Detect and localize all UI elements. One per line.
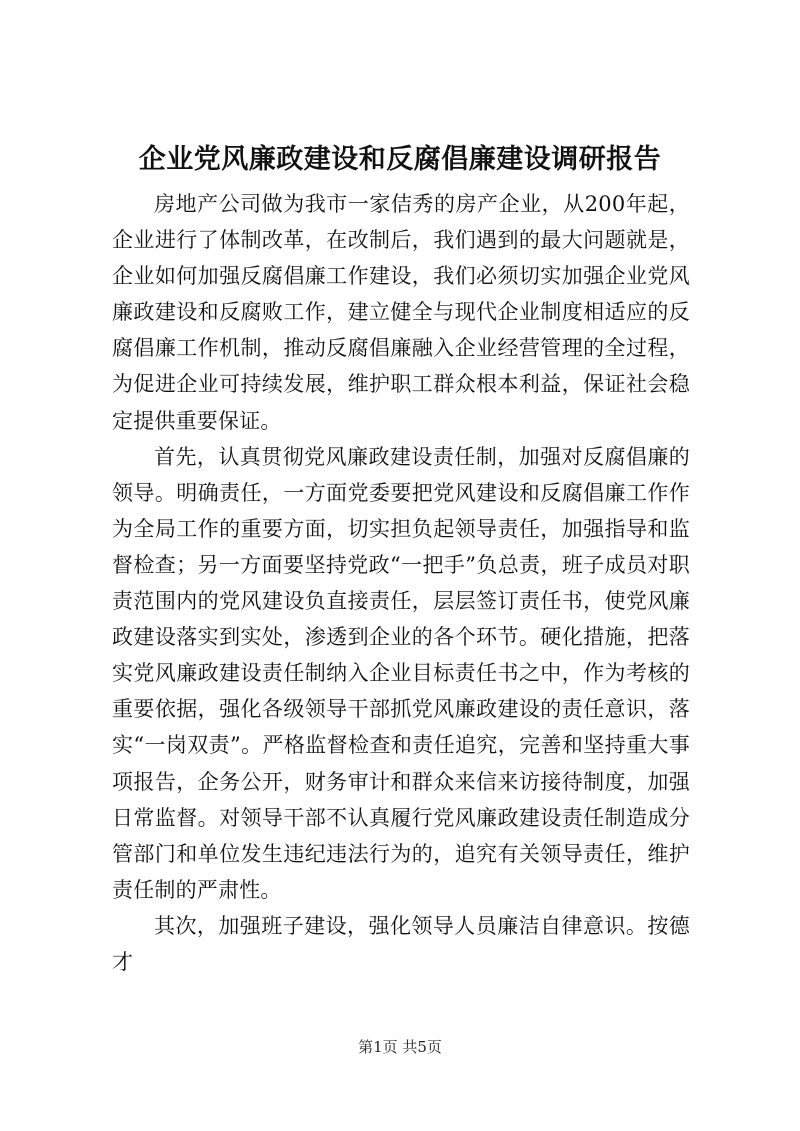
document-title: 企业党风廉政建设和反腐倡廉建设调研报告 (138, 144, 662, 175)
page-footer: 第1页 共5页 (358, 1038, 442, 1056)
document-body (112, 186, 690, 980)
paragraph-1: 房地产公司做为我市一家佶秀的房产企业，从200年起，企业进行了体制改革，在改制后，我们遇到的最大问题就是，企业如何加强反腐倡廉工作建设，我们必须切实加强企业党风廉政建设和反腐败工作，建立健全与现代企业制度相适应的反腐倡廉工作机制，推动反腐倡廉融入企业经营管理的全过程，为促进企业可持续发展，维护职工群众根本利益，保证社会稳定提供重要保证。 (112, 192, 690, 433)
paragraph-3: 其次，加强班子建设，强化领导人员廉洁自律意识。按德才 (112, 913, 690, 974)
paragraph-2: 首先，认真贯彻党风廉政建设责任制，加强对反腐倡廉的领导。明确责任，一方面党委要把党风建设和反腐倡廉工作作为全局工作的重要方面，切实担负起领导责任，加强指导和监督检查；另一方面要坚持党政“一把手”负总责，班子成员对职责范围内的党风建设负直接责任，层层签订责任书，使党风廉政建设落实到实处，渗透到企业的各个环节。硬化措施，把落实党风廉政建设责任制纳入企业目标责任书之中，作为考核的重要依据，强化各级领导干部抓党风廉政建设的责任意识，落实“一岗双责”。严格监督检查和责任追究，完善和坚持重大事项报告，企务公开，财务审计和群众来信来访接待制度，加强日常监督。对领导干部不认真履行党风廉政建设责任制造成分管部门和单位发生违纪违法行为的，追究有关领导责任，维护责任制的严肃性。 (112, 444, 690, 902)
